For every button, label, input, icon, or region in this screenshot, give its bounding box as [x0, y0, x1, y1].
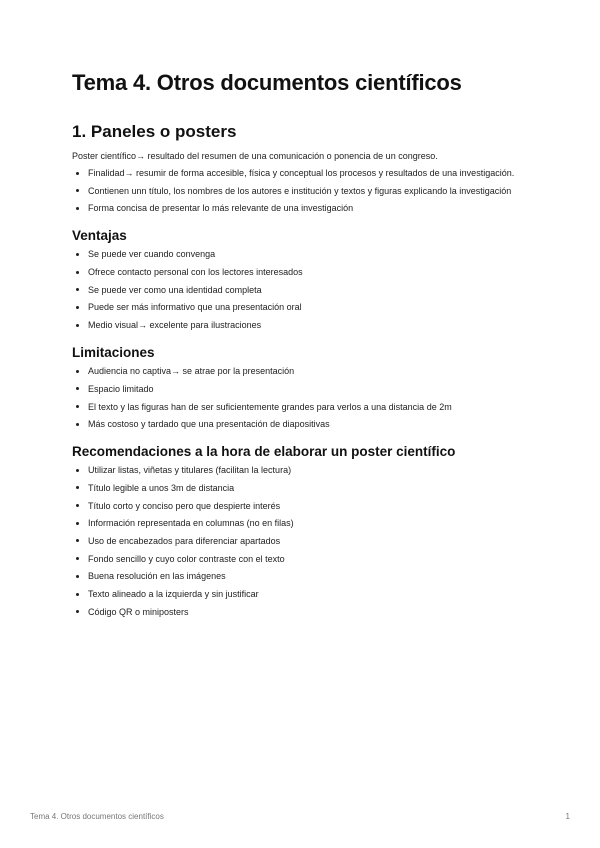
bullet-icon	[76, 306, 79, 309]
list-item-text: Uso de encabezados para diferenciar apartados	[88, 535, 281, 546]
list-item	[72, 418, 542, 430]
list-item	[72, 535, 542, 547]
limitaciones-list	[72, 365, 542, 430]
bullet-icon	[76, 575, 79, 578]
list-item-text: Audiencia no captiva→ se atrae por la presentación	[88, 366, 295, 377]
list-item	[72, 464, 542, 476]
footer-page-number: 1	[565, 812, 570, 821]
list-item-text: Contienen unn título, los nombres de los autores e institución y textos y figuras explicando la investigación	[88, 185, 512, 196]
bullet-icon	[76, 189, 79, 192]
list-item	[72, 248, 542, 260]
paneles-list	[72, 167, 542, 214]
list-item	[72, 202, 542, 214]
bullet-icon	[76, 539, 79, 542]
list-item-text: Espacio limitado	[88, 383, 154, 394]
list-item	[72, 301, 542, 313]
document-page	[72, 70, 542, 623]
bullet-icon	[76, 324, 79, 327]
list-item	[72, 606, 542, 618]
list-item-text: Forma concisa de presentar lo más relevante de una investigación	[88, 203, 354, 214]
recomendaciones-heading: Recomendaciones a la hora de elaborar un poster científico	[72, 444, 456, 460]
list-item-text: Más costoso y tardado que una presentación de diapositivas	[88, 419, 330, 430]
list-item	[72, 266, 542, 278]
list-item	[72, 319, 542, 331]
list-item	[72, 284, 542, 296]
bullet-icon	[76, 405, 79, 408]
bullet-icon	[76, 172, 79, 175]
list-item	[72, 500, 542, 512]
list-item	[72, 570, 542, 582]
bullet-icon	[76, 610, 79, 613]
list-item-text: El texto y las figuras han de ser suficientemente grandes para verlos a una distancia de 2m	[88, 401, 452, 412]
list-item	[72, 185, 542, 197]
limitaciones-heading: Limitaciones	[72, 345, 155, 361]
list-item-text: Se puede ver como una identidad completa	[88, 284, 262, 295]
bullet-icon	[76, 271, 79, 274]
list-item	[72, 553, 542, 565]
list-item	[72, 517, 542, 529]
list-item-text: Código QR o miniposters	[88, 606, 189, 617]
bullet-icon	[76, 557, 79, 560]
section-heading-paneles: 1. Paneles o posters	[72, 122, 237, 141]
list-item-text: Medio visual→ excelente para ilustraciones	[88, 320, 262, 331]
bullet-icon	[76, 423, 79, 426]
list-item-text: Información representada en columnas (no en filas)	[88, 518, 294, 529]
list-item-text: Puede ser más informativo que una presentación oral	[88, 302, 302, 313]
list-item-text: Finalidad→ resumir de forma accesible, física y conceptual los procesos y resultados de una investigación.	[88, 168, 515, 178]
list-item	[72, 167, 542, 179]
list-item-text: Fondo sencillo y cuyo color contraste con el texto	[88, 553, 285, 564]
page-title: Tema 4. Otros documentos científicos	[72, 70, 462, 95]
list-item-text: Título legible a unos 3m de distancia	[88, 482, 235, 493]
bullet-icon	[76, 486, 79, 489]
footer-title: Tema 4. Otros documentos científicos	[30, 812, 164, 821]
bullet-icon	[76, 593, 79, 596]
bullet-icon	[76, 522, 79, 525]
ventajas-list	[72, 248, 542, 331]
list-item	[72, 365, 542, 377]
recomendaciones-list	[72, 464, 542, 618]
list-item-text: Texto alineado a la izquierda y sin justificar	[88, 589, 259, 599]
bullet-icon	[76, 207, 79, 210]
section-intro: Poster científico→ resultado del resumen de una comunicación o ponencia de un congreso.	[72, 151, 438, 161]
list-item-text: Utilizar listas, viñetas y titulares (facilitan la lectura)	[88, 465, 292, 476]
ventajas-heading: Ventajas	[72, 228, 127, 244]
list-item	[72, 588, 542, 600]
bullet-icon	[76, 288, 79, 291]
list-item-text: Ofrece contacto personal con los lectores interesados	[88, 267, 303, 278]
list-item	[72, 401, 542, 413]
list-item-text: Buena resolución en las imágenes	[88, 571, 226, 582]
bullet-icon	[76, 469, 79, 472]
bullet-icon	[76, 387, 79, 390]
bullet-icon	[76, 504, 79, 507]
bullet-icon	[76, 253, 79, 256]
list-item	[72, 482, 542, 494]
list-item	[72, 383, 542, 395]
list-item-text: Se puede ver cuando convenga	[88, 249, 216, 260]
bullet-icon	[76, 370, 79, 373]
list-item-text: Título corto y conciso pero que despierte interés	[88, 500, 281, 511]
